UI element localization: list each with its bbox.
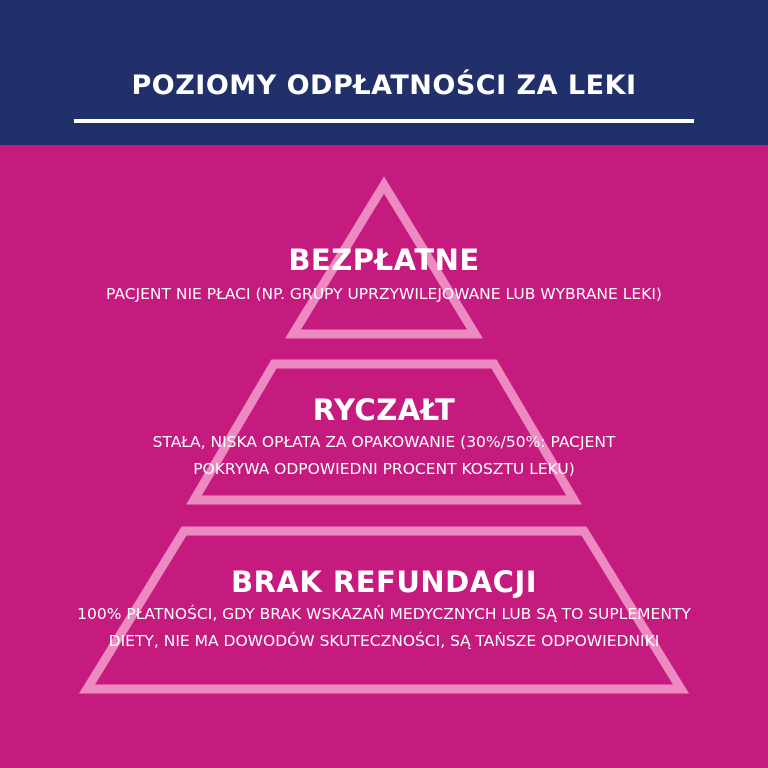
page-title: POZIOMY ODPŁATNOŚCI ZA LEKI [131, 70, 637, 101]
level-no-refund-description [40, 601, 728, 655]
level-lump-sum-description [40, 429, 728, 483]
level-lump-sum-title: RYCZAŁT [312, 393, 456, 427]
level-free-description [40, 281, 728, 308]
level-lump-sum-line-2: POKRYWA ODPOWIEDNI PROCENT KOSZTU LEKU) [193, 460, 575, 478]
level-no-refund-line-2: DIETY, NIE MA DOWODÓW SKUTECZNOŚCI, SĄ TAŃSZE ODPOWIEDNIKI [108, 632, 660, 650]
level-lump-sum-line-1: STAŁA, NISKA OPŁATA ZA OPAKOWANIE (30%/50%: PACJENT [152, 433, 616, 451]
level-no-refund-line-1: 100% PŁATNOŚCI, GDY BRAK WSKAZAŃ MEDYCZNYCH LUB SĄ TO SUPLEMENTY [77, 605, 691, 623]
level-free-title: BEZPŁATNE [288, 243, 480, 277]
level-free-line-1: PACJENT NIE PŁACI (NP. GRUPY UPRZYWILEJOWANE LUB WYBRANE LEKI) [106, 285, 662, 303]
level-no-refund-title: BRAK REFUNDACJI [230, 565, 538, 599]
